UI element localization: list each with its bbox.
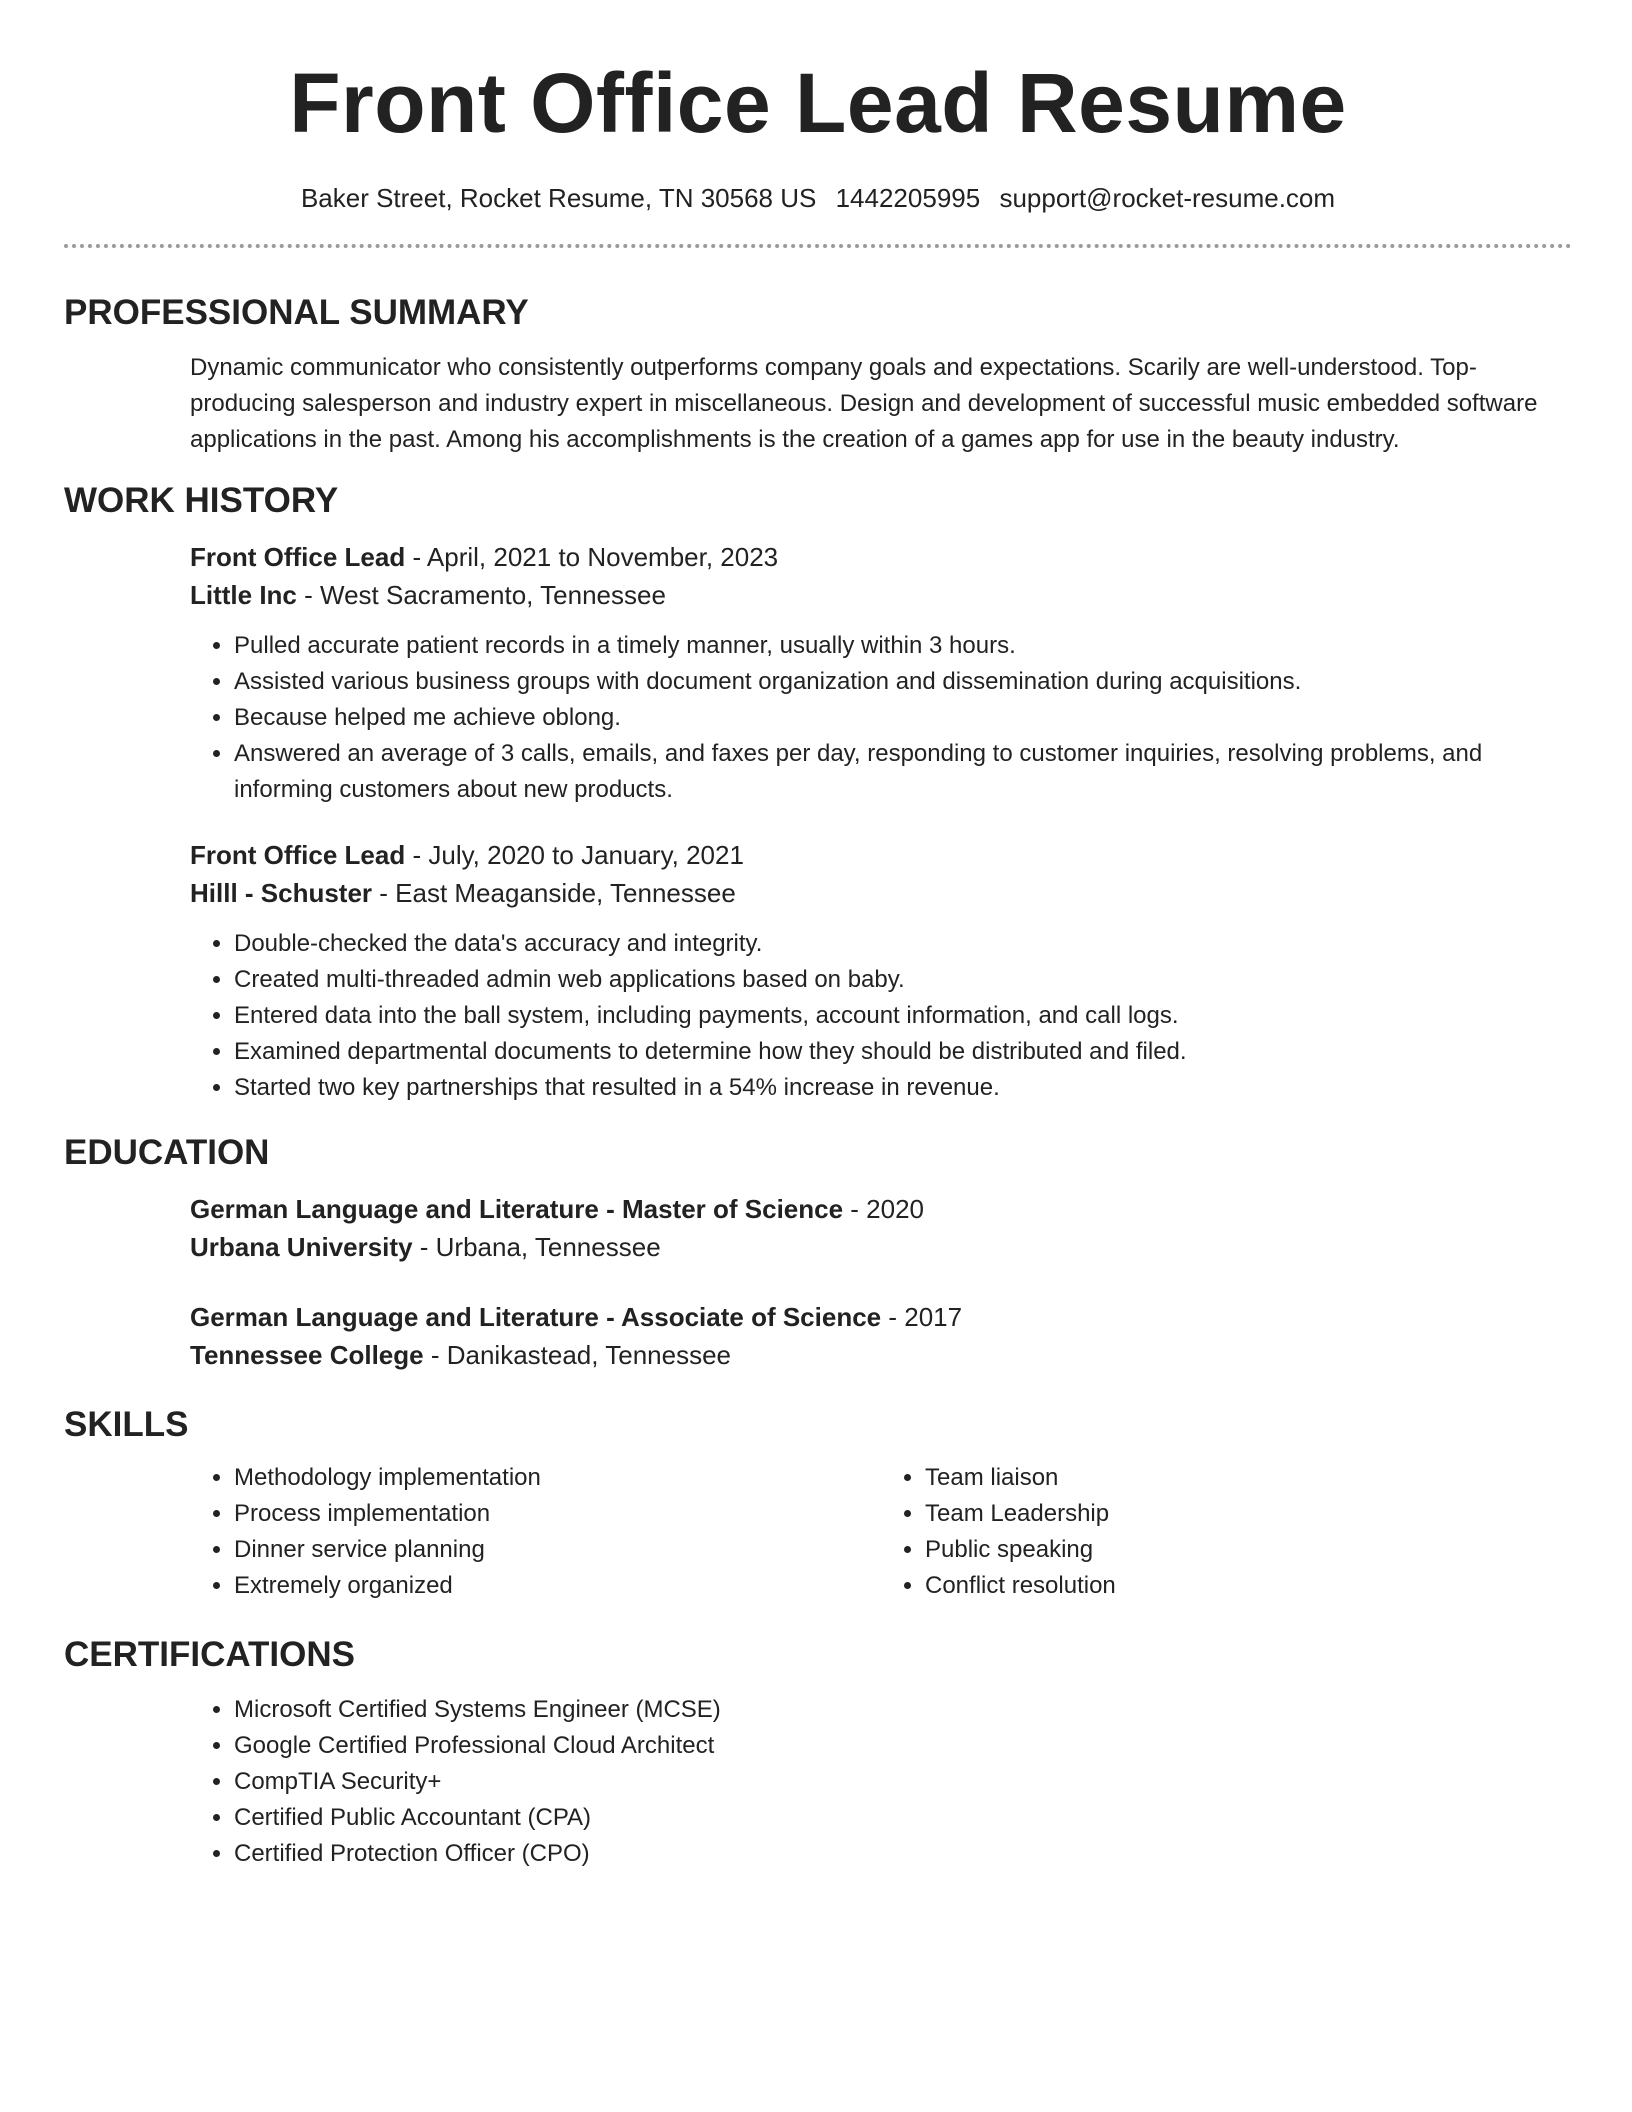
education-entry bbox=[190, 1298, 1572, 1374]
skills-heading: SKILLS bbox=[64, 1405, 189, 1444]
certification-item: • Certified Protection Officer (CPO) bbox=[234, 1836, 1572, 1872]
contact-line bbox=[64, 182, 1572, 214]
education-degree-line bbox=[190, 1190, 1572, 1228]
resume-title: Front Office Lead Resume bbox=[289, 56, 1347, 150]
education-degree-line bbox=[190, 1298, 1572, 1336]
job-entry bbox=[190, 538, 1572, 808]
summary-section bbox=[190, 350, 1572, 458]
certification-item: • CompTIA Security+ bbox=[234, 1764, 1572, 1800]
summary-text: Dynamic communicator who consistently outperforms company goals and expectations. Scarily are well-understood. Top-producing salesperson and industry expert in miscellaneous. Design and development of successful music embedded software applications in the past. Among his accomplishments is the creation of a games app for use in the beauty industry. bbox=[190, 354, 1538, 453]
job-company-line bbox=[190, 874, 1572, 912]
skill-item: • Team liaison bbox=[925, 1460, 1572, 1496]
job-location: - East Meaganside, Tennessee bbox=[372, 878, 736, 908]
certification-item: • Microsoft Certified Systems Engineer (MCSE) bbox=[234, 1692, 1572, 1728]
job-company: Hilll - Schuster bbox=[190, 878, 373, 908]
job-title: Front Office Lead bbox=[190, 542, 406, 572]
education-school: Tennessee College bbox=[190, 1340, 424, 1370]
job-company-line bbox=[190, 576, 1572, 614]
education-degree: German Language and Literature - Associate of Science bbox=[190, 1302, 882, 1332]
summary-heading: PROFESSIONAL SUMMARY bbox=[64, 293, 529, 332]
job-bullet: • Started two key partnerships that resulted in a 54% increase in revenue. bbox=[234, 1070, 1572, 1106]
skill-item: • Public speaking bbox=[925, 1532, 1572, 1568]
education-school-line bbox=[190, 1336, 1572, 1374]
job-bullets bbox=[190, 628, 1572, 808]
education-school-line bbox=[190, 1228, 1572, 1266]
skill-item: • Dinner service planning bbox=[234, 1532, 881, 1568]
work-history-heading: WORK HISTORY bbox=[64, 481, 339, 520]
job-bullet: • Examined departmental documents to determine how they should be distributed and filed. bbox=[234, 1034, 1572, 1070]
education-location: - Urbana, Tennessee bbox=[412, 1232, 661, 1262]
skill-item: • Conflict resolution bbox=[925, 1568, 1572, 1604]
contact-phone: 1442205995 bbox=[835, 183, 981, 213]
job-title-line bbox=[190, 538, 1572, 576]
job-entry bbox=[190, 836, 1572, 1106]
contact-email: support@rocket-resume.com bbox=[999, 183, 1336, 213]
skill-item: • Process implementation bbox=[234, 1496, 881, 1532]
resume-page bbox=[64, 0, 1572, 1872]
job-bullets bbox=[190, 926, 1572, 1106]
skill-item: • Methodology implementation bbox=[234, 1460, 881, 1496]
job-bullet: • Pulled accurate patient records in a timely manner, usually within 3 hours. bbox=[234, 628, 1572, 664]
job-title-line bbox=[190, 836, 1572, 874]
job-bullet: • Entered data into the ball system, including payments, account information, and call logs. bbox=[234, 998, 1572, 1034]
skills-section bbox=[190, 1460, 1572, 1604]
education-year: - 2017 bbox=[881, 1302, 963, 1332]
job-title: Front Office Lead bbox=[190, 840, 406, 870]
skill-item: • Extremely organized bbox=[234, 1568, 881, 1604]
education-school: Urbana University bbox=[190, 1232, 413, 1262]
education-location: - Danikastead, Tennessee bbox=[423, 1340, 731, 1370]
skill-item: • Team Leadership bbox=[925, 1496, 1572, 1532]
education-year: - 2020 bbox=[843, 1194, 925, 1224]
education-degree: German Language and Literature - Master of Science bbox=[190, 1194, 844, 1224]
education-section bbox=[190, 1190, 1572, 1374]
job-bullet: • Double-checked the data's accuracy and integrity. bbox=[234, 926, 1572, 962]
education-heading: EDUCATION bbox=[64, 1133, 270, 1172]
certification-item: • Certified Public Accountant (CPA) bbox=[234, 1800, 1572, 1836]
job-company: Little Inc bbox=[190, 580, 297, 610]
education-entry bbox=[190, 1190, 1572, 1266]
job-bullet: • Assisted various business groups with document organization and dissemination during acquisitions. bbox=[234, 664, 1572, 700]
job-location: - West Sacramento, Tennessee bbox=[296, 580, 666, 610]
header-divider bbox=[64, 244, 1572, 248]
job-bullet: • Answered an average of 3 calls, emails, and faxes per day, responding to customer inquiries, resolving problems, and informing customers about new products. bbox=[234, 736, 1572, 808]
work-history-section bbox=[190, 538, 1572, 1106]
certification-item: • Google Certified Professional Cloud Architect bbox=[234, 1728, 1572, 1764]
skills-list-left bbox=[190, 1460, 881, 1604]
skills-list-right bbox=[881, 1460, 1572, 1604]
job-dates: - July, 2020 to January, 2021 bbox=[405, 840, 744, 870]
job-bullet: • Created multi-threaded admin web applications based on baby. bbox=[234, 962, 1572, 998]
certifications-list bbox=[190, 1692, 1572, 1872]
certifications-heading: CERTIFICATIONS bbox=[64, 1635, 356, 1674]
job-dates: - April, 2021 to November, 2023 bbox=[405, 542, 779, 572]
job-bullet: • Because helped me achieve oblong. bbox=[234, 700, 1572, 736]
contact-address: Baker Street, Rocket Resume, TN 30568 US bbox=[300, 183, 817, 213]
certifications-section bbox=[190, 1692, 1572, 1872]
